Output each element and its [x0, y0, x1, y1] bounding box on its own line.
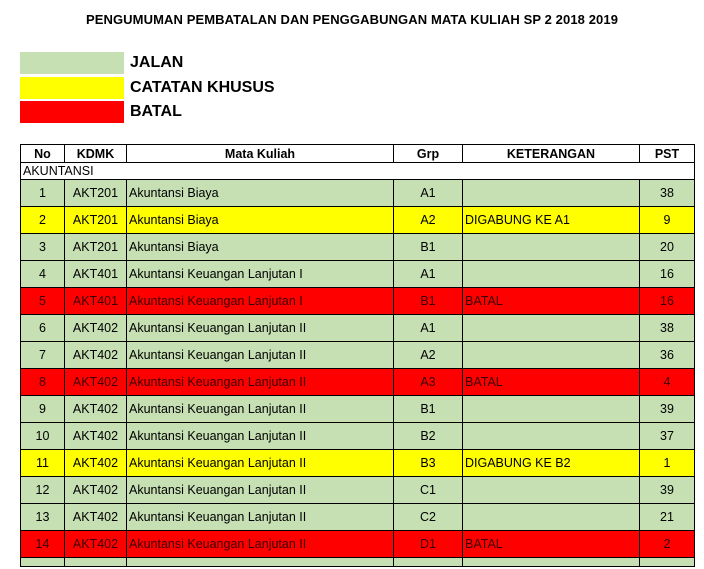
cell-mata-kuliah: Akuntansi Biaya [127, 207, 394, 234]
cell-pst: 36 [640, 342, 695, 369]
cell-mata-kuliah: Akuntansi Keuangan Lanjutan II [127, 531, 394, 558]
cell-kdmk: AKT201 [65, 180, 127, 207]
cell-grp: C2 [394, 504, 463, 531]
cell-pst: 1 [640, 450, 695, 477]
cell-kdmk: AKT402 [65, 369, 127, 396]
cell-no: 4 [21, 261, 65, 288]
cell-no: 1 [21, 180, 65, 207]
cell-empty [463, 558, 640, 567]
cell-pst: 39 [640, 477, 695, 504]
cell-no: 3 [21, 234, 65, 261]
cell-mata-kuliah: Akuntansi Keuangan Lanjutan II [127, 315, 394, 342]
cell-no: 14 [21, 531, 65, 558]
legend-label-batal: BATAL [130, 103, 182, 120]
cell-mata-kuliah: Akuntansi Keuangan Lanjutan I [127, 288, 394, 315]
table-header-row [21, 145, 695, 163]
cell-keterangan [463, 477, 640, 504]
table-row [21, 342, 695, 369]
cell-mata-kuliah: Akuntansi Biaya [127, 180, 394, 207]
cell-mata-kuliah: Akuntansi Keuangan Lanjutan II [127, 450, 394, 477]
header-pst: PST [640, 145, 695, 163]
cell-mata-kuliah: Akuntansi Keuangan Lanjutan II [127, 477, 394, 504]
table-row [21, 504, 695, 531]
cell-pst: 16 [640, 288, 695, 315]
table-row [21, 369, 695, 396]
cell-mata-kuliah: Akuntansi Keuangan Lanjutan II [127, 423, 394, 450]
table-row [21, 477, 695, 504]
cell-kdmk: AKT401 [65, 261, 127, 288]
table-row [21, 207, 695, 234]
legend-item-batal [20, 101, 182, 123]
cell-keterangan: DIGABUNG KE B2 [463, 450, 640, 477]
cell-kdmk: AKT402 [65, 423, 127, 450]
table-row [21, 180, 695, 207]
table-row [21, 423, 695, 450]
cell-kdmk: AKT402 [65, 396, 127, 423]
cell-empty [640, 558, 695, 567]
cell-no: 12 [21, 477, 65, 504]
cell-no: 10 [21, 423, 65, 450]
cell-empty [65, 558, 127, 567]
cell-kdmk: AKT402 [65, 450, 127, 477]
cell-mata-kuliah: Akuntansi Keuangan Lanjutan II [127, 342, 394, 369]
cell-grp: C1 [394, 477, 463, 504]
cell-pst: 39 [640, 396, 695, 423]
cell-mata-kuliah: Akuntansi Keuangan Lanjutan II [127, 396, 394, 423]
cell-keterangan: BATAL [463, 531, 640, 558]
cell-pst: 37 [640, 423, 695, 450]
cell-pst: 16 [640, 261, 695, 288]
cell-kdmk: AKT402 [65, 504, 127, 531]
page-title: PENGUMUMAN PEMBATALAN DAN PENGGABUNGAN MATA KULIAH SP 2 2018 2019 [85, 12, 619, 27]
cell-kdmk: AKT201 [65, 234, 127, 261]
table-row [21, 531, 695, 558]
header-mata-kuliah: Mata Kuliah [127, 145, 394, 163]
cell-mata-kuliah: Akuntansi Keuangan Lanjutan I [127, 261, 394, 288]
cell-no: 7 [21, 342, 65, 369]
cell-kdmk: AKT402 [65, 477, 127, 504]
header-keterangan: KETERANGAN [463, 145, 640, 163]
cell-grp: B3 [394, 450, 463, 477]
cell-no: 8 [21, 369, 65, 396]
cell-keterangan [463, 234, 640, 261]
legend-swatch-batal [20, 101, 124, 123]
cell-no: 9 [21, 396, 65, 423]
course-table [20, 144, 695, 567]
cell-pst: 4 [640, 369, 695, 396]
cell-no: 13 [21, 504, 65, 531]
cell-pst: 9 [640, 207, 695, 234]
cell-keterangan: BATAL [463, 369, 640, 396]
header-grp: Grp [394, 145, 463, 163]
cell-pst: 21 [640, 504, 695, 531]
cell-grp: A2 [394, 342, 463, 369]
cell-keterangan [463, 261, 640, 288]
cell-grp: B1 [394, 288, 463, 315]
cell-grp: A2 [394, 207, 463, 234]
cell-kdmk: AKT402 [65, 315, 127, 342]
section-label: AKUNTANSI [21, 163, 695, 180]
cell-kdmk: AKT402 [65, 342, 127, 369]
table-row [21, 261, 695, 288]
cell-kdmk: AKT402 [65, 531, 127, 558]
table-row [21, 396, 695, 423]
cell-grp: A3 [394, 369, 463, 396]
cell-keterangan [463, 180, 640, 207]
table-row [21, 234, 695, 261]
header-kdmk: KDMK [65, 145, 127, 163]
cell-pst: 38 [640, 180, 695, 207]
cell-empty [127, 558, 394, 567]
section-row [21, 163, 695, 180]
cell-keterangan: DIGABUNG KE A1 [463, 207, 640, 234]
cell-keterangan [463, 423, 640, 450]
legend-item-jalan [20, 52, 183, 74]
legend-label-catatan-khusus: CATATAN KHUSUS [130, 79, 275, 96]
cell-no: 5 [21, 288, 65, 315]
cell-keterangan [463, 396, 640, 423]
cell-keterangan [463, 315, 640, 342]
table-row [21, 288, 695, 315]
legend-item-catatan-khusus [20, 77, 275, 99]
cell-mata-kuliah: Akuntansi Keuangan Lanjutan II [127, 504, 394, 531]
cell-grp: A1 [394, 180, 463, 207]
cell-grp: A1 [394, 261, 463, 288]
cell-keterangan: BATAL [463, 288, 640, 315]
cell-grp: D1 [394, 531, 463, 558]
table-row [21, 315, 695, 342]
cell-grp: B1 [394, 396, 463, 423]
cell-pst: 38 [640, 315, 695, 342]
cell-kdmk: AKT401 [65, 288, 127, 315]
cell-mata-kuliah: Akuntansi Keuangan Lanjutan II [127, 369, 394, 396]
cell-keterangan [463, 504, 640, 531]
cell-mata-kuliah: Akuntansi Biaya [127, 234, 394, 261]
table-row [21, 450, 695, 477]
table-row-partial [21, 558, 695, 567]
cell-pst: 20 [640, 234, 695, 261]
legend-swatch-catatan-khusus [20, 77, 124, 99]
cell-kdmk: AKT201 [65, 207, 127, 234]
cell-empty [394, 558, 463, 567]
cell-grp: B1 [394, 234, 463, 261]
cell-grp: A1 [394, 315, 463, 342]
legend-label-jalan: JALAN [130, 54, 184, 71]
cell-keterangan [463, 342, 640, 369]
cell-no: 11 [21, 450, 65, 477]
legend-swatch-jalan [20, 52, 124, 74]
cell-no: 2 [21, 207, 65, 234]
cell-empty [21, 558, 65, 567]
cell-pst: 2 [640, 531, 695, 558]
cell-no: 6 [21, 315, 65, 342]
header-no: No [21, 145, 65, 163]
cell-grp: B2 [394, 423, 463, 450]
